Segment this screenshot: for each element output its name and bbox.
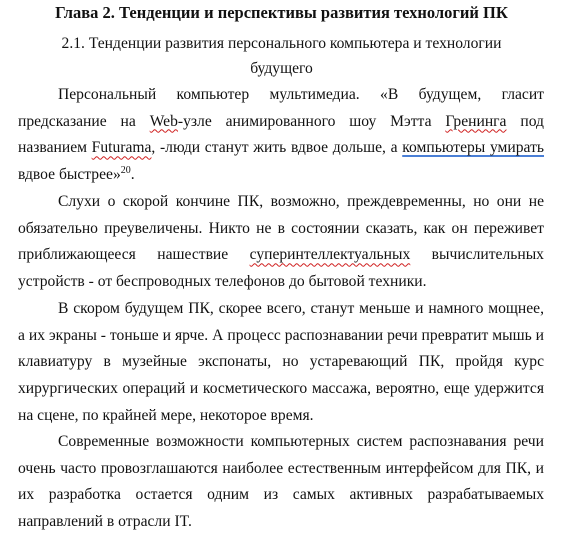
- spellcheck-word-superintellectual: суперинтеллектуальных: [249, 246, 411, 264]
- paragraph-3: В скором будущем ПК, скорее всего, станут меньше и намного мощнее, а их экраны - тоньше и ярче. А процесс распознавании речи превратит мышь и клавиатуру в музейные экспонаты, но устаревающий ПК, пройдя курс хирургических операций и косметического массажа, вероятно, еще удержится на сцене, по крайней мере, некоторое время.: [18, 300, 544, 424]
- p2-text-b: вычислительных устройств - от беспроводных телефонов до бытовой техники.: [18, 246, 544, 291]
- chapter-title: Глава 2. Тенденции и перспективы развития технологий ПК: [55, 3, 508, 22]
- p1-text-e: вдвое быстрее»: [18, 166, 121, 184]
- spellcheck-word-futurama: Futurama: [91, 139, 152, 157]
- grammar-phrase-computers: компьютеры умирать: [402, 139, 544, 157]
- p1-text-f: .: [130, 166, 135, 184]
- p1-text-c: под названием: [18, 112, 544, 157]
- p1-text-d: , -люди станут жить вдвое дольше, а: [151, 139, 403, 157]
- section-title: 2.1. Тенденции развития персонального компьютера и технологии будущего: [61, 35, 502, 77]
- spellcheck-word-grening: Гренинга: [445, 112, 507, 130]
- p2-text-a: Слухи о скорой кончине ПК, возможно, преждевременны, но они не обязательно преувеличены. Никто не в состоянии сказать, как он переживет приближающееся нашествие: [18, 193, 544, 264]
- spellcheck-word-web: Web: [149, 112, 178, 130]
- p1-text-b: -узле анимированного шоу Мэтта: [177, 112, 446, 130]
- paragraph-4: Современные возможности компьютерных систем распознавания речи очень часто провозглашаются наиболее естественным интерфейсом для ПК, и их разработка остается одним из самых активных разрабатываемых направлений в отрасли IT.: [18, 433, 544, 531]
- paragraph-2: [18, 189, 544, 296]
- footnote-reference: 20: [120, 165, 131, 177]
- p1-text-a: Персональный компьютер мультимедиа. «В будущем, гласит предсказание на: [18, 86, 544, 130]
- paragraph-1: [18, 82, 544, 189]
